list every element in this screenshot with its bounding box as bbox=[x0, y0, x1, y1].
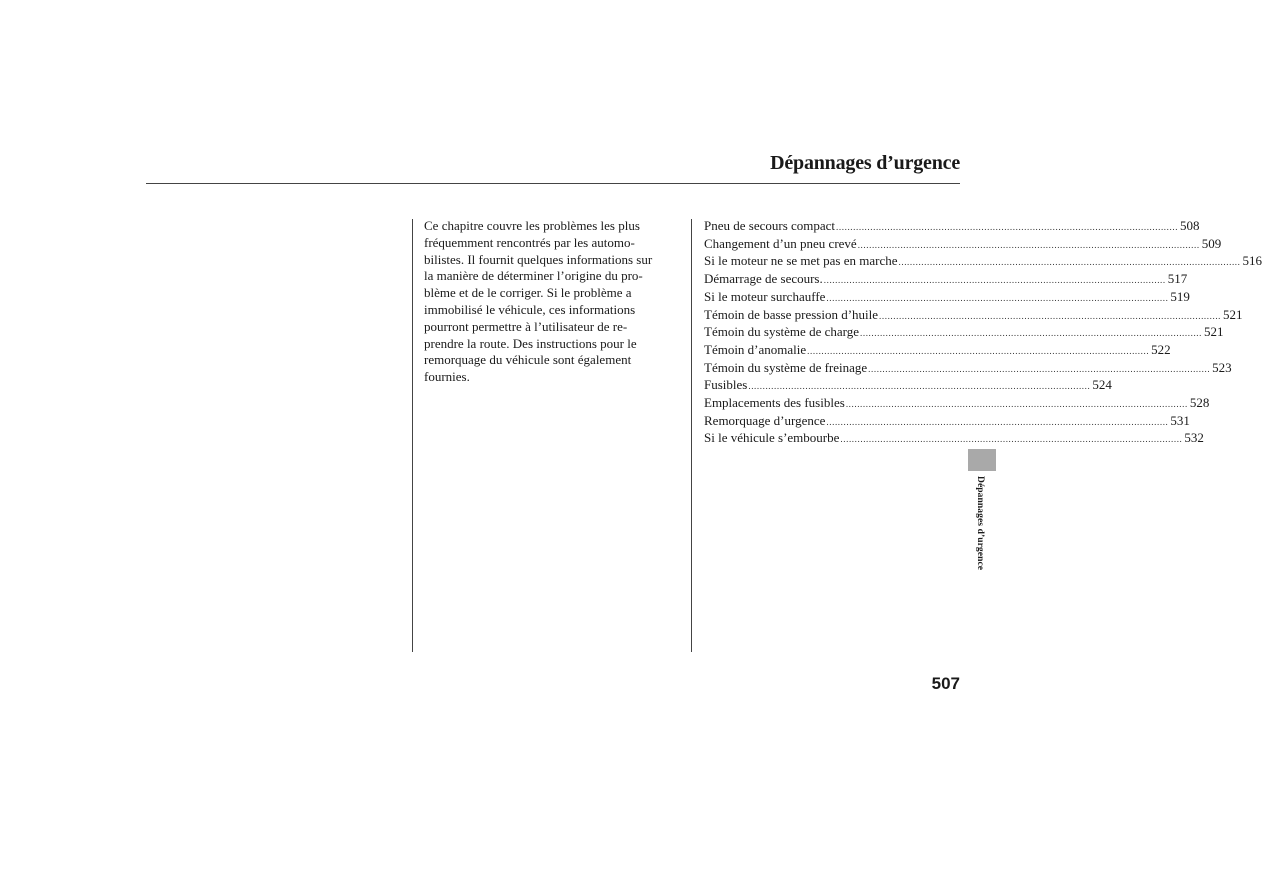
toc-leader-dots: ........................................................................................................................ bbox=[748, 381, 1091, 392]
toc-entry-page: 517 bbox=[1167, 271, 1188, 287]
intro-line: la manière de déterminer l’origine du pro- bbox=[424, 268, 643, 284]
toc-entry[interactable] bbox=[704, 306, 1243, 325]
toc-entry[interactable] bbox=[704, 430, 1204, 448]
toc-leader-dots: ........................................................................................................................ bbox=[826, 416, 1169, 427]
toc-entry[interactable] bbox=[704, 271, 1188, 289]
toc-entry[interactable] bbox=[704, 412, 1190, 431]
toc-leader-dots: ........................................................................................................................ bbox=[826, 292, 1169, 303]
toc-leader-dots: ........................................................................................................................ bbox=[857, 239, 1200, 250]
toc-entry-page: 508 bbox=[1180, 218, 1200, 233]
toc-entry-label: Témoin du système de charge bbox=[704, 324, 859, 340]
intro-line: pourront permettre à l’utilisateur de re- bbox=[424, 318, 628, 334]
intro-line: bilistes. Il fournit quelques informations sur bbox=[424, 251, 653, 267]
toc-entry-page: 522 bbox=[1151, 341, 1171, 357]
toc-entry-page: 531 bbox=[1170, 412, 1190, 428]
toc-entry-page: 519 bbox=[1170, 288, 1190, 304]
toc-leader-dots: ........................................................................................................................ bbox=[823, 275, 1166, 286]
toc-entry-page: 528 bbox=[1189, 395, 1210, 411]
column-divider-left bbox=[412, 219, 413, 652]
toc-leader-dots: ........................................................................................................................ bbox=[868, 363, 1211, 374]
intro-line: blème et de le corriger. Si le problème a bbox=[424, 285, 632, 301]
side-section-label: Dépannages d’urgence bbox=[975, 476, 985, 571]
toc-entry[interactable] bbox=[704, 288, 1190, 307]
toc-entry-page: 516 bbox=[1242, 253, 1262, 269]
toc-entry[interactable] bbox=[704, 218, 1200, 236]
toc-entry[interactable] bbox=[704, 395, 1210, 413]
toc-entry-page: 509 bbox=[1201, 235, 1222, 251]
toc-entry-label: Si le moteur surchauffe bbox=[704, 288, 826, 304]
toc-entry-page: 523 bbox=[1212, 359, 1232, 375]
intro-line: fréquemment rencontrés par les automo- bbox=[424, 234, 635, 250]
toc-entry-page: 521 bbox=[1223, 306, 1243, 322]
toc-entry[interactable] bbox=[704, 324, 1224, 342]
toc-entry-label: Changement d’un pneu crevé bbox=[704, 235, 857, 251]
toc-entry[interactable] bbox=[704, 235, 1222, 254]
intro-line: fournies. bbox=[424, 369, 470, 385]
toc-entry-label: Si le moteur ne se met pas en marche bbox=[704, 253, 898, 269]
toc-leader-dots: ........................................................................................................................ bbox=[840, 434, 1183, 445]
column-divider-right bbox=[691, 219, 692, 652]
toc-entry-label: Emplacements des fusibles bbox=[704, 395, 845, 411]
section-tab-marker bbox=[968, 449, 996, 471]
toc-entry[interactable] bbox=[704, 359, 1232, 378]
toc-entry[interactable] bbox=[704, 341, 1171, 360]
table-of-contents bbox=[704, 218, 1262, 448]
toc-entry-label: Témoin de basse pression d’huile bbox=[704, 306, 879, 322]
toc-entry-label: Si le véhicule s’embourbe bbox=[704, 430, 840, 446]
toc-leader-dots: ........................................................................................................................ bbox=[807, 345, 1150, 356]
toc-entry-label: Fusibles bbox=[704, 377, 748, 393]
intro-line: remorquage du véhicule sont également bbox=[424, 352, 632, 368]
toc-entry-label: Remorquage d’urgence bbox=[704, 412, 826, 428]
page-number: 507 bbox=[931, 674, 960, 693]
toc-entry-label: Témoin d’anomalie bbox=[704, 341, 807, 357]
toc-entry-page: 524 bbox=[1092, 377, 1112, 393]
toc-leader-dots: ........................................................................................................................ bbox=[860, 328, 1202, 339]
intro-paragraph bbox=[424, 218, 679, 386]
toc-entry-label: Démarrage de secours. bbox=[704, 271, 823, 287]
toc-entry-label: Témoin du système de freinage bbox=[704, 359, 868, 375]
toc-entry[interactable] bbox=[704, 377, 1112, 395]
toc-entry-label: Pneu de secours compact bbox=[704, 218, 836, 233]
toc-entry-page: 532 bbox=[1184, 430, 1204, 446]
title-rule bbox=[146, 183, 960, 184]
toc-leader-dots: ........................................................................................................................ bbox=[836, 222, 1179, 232]
toc-entry-page: 521 bbox=[1204, 324, 1224, 340]
intro-line: immobilisé le véhicule, ces informations bbox=[424, 301, 636, 317]
page-title: Dépannages d’urgence bbox=[770, 152, 960, 174]
toc-leader-dots: ........................................................................................................................ bbox=[879, 310, 1222, 321]
toc-leader-dots: ........................................................................................................................ bbox=[898, 257, 1241, 268]
toc-entry[interactable] bbox=[704, 253, 1262, 271]
intro-line: Ce chapitre couvre les problèmes les plus bbox=[424, 218, 640, 233]
toc-leader-dots: ........................................................................................................................ bbox=[845, 399, 1188, 410]
intro-line: prendre la route. Des instructions pour le bbox=[424, 335, 637, 351]
